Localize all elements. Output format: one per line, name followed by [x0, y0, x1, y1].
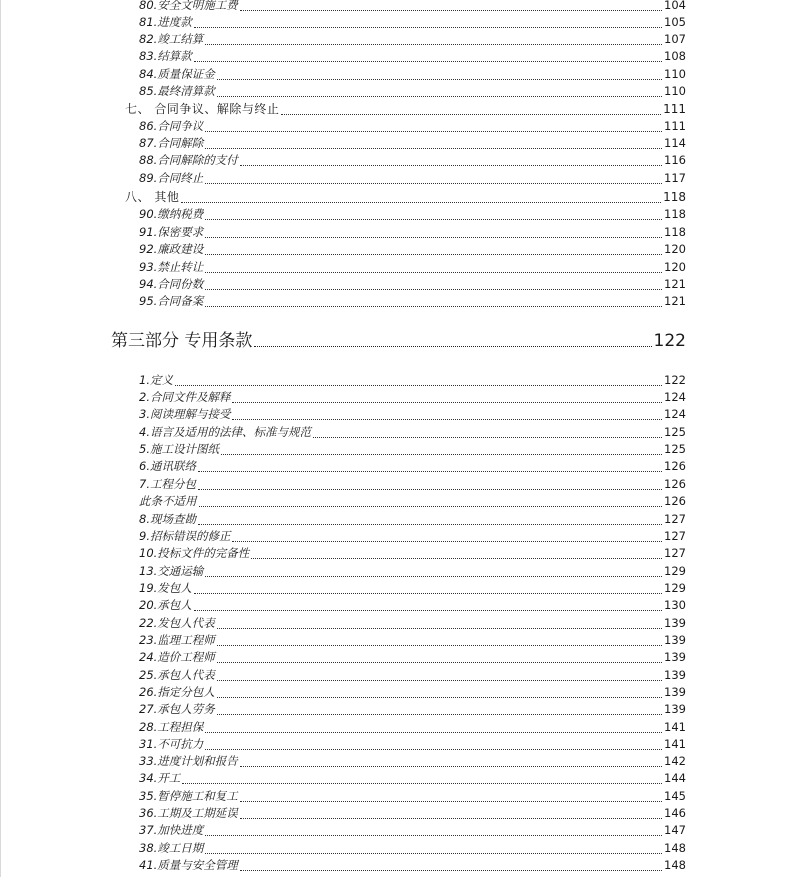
dot-leader [199, 506, 663, 507]
dot-leader [194, 27, 662, 28]
dot-leader [313, 437, 662, 438]
toc-entry[interactable] [139, 389, 686, 406]
dot-leader [205, 219, 662, 220]
toc-entry-label: 82.竣工结算 [139, 32, 204, 46]
toc-entry-label: 3.阅读理解与接受 [139, 407, 231, 421]
dot-leader [205, 289, 662, 290]
toc-entry-label: 34.开工 [139, 771, 181, 785]
toc-entry-page: 120 [664, 260, 686, 274]
toc-entry[interactable] [139, 736, 686, 753]
toc-entry-label: 31.不可抗力 [139, 737, 204, 751]
dot-leader [221, 454, 662, 455]
toc-part-label: 第三部分 专用条款 [111, 331, 253, 351]
toc-entry-label: 26.指定分包人 [139, 685, 215, 699]
toc-entry[interactable] [139, 224, 686, 241]
toc-entry-page: 129 [664, 581, 686, 595]
toc-entry-page: 125 [664, 425, 686, 439]
dot-leader [205, 306, 662, 307]
toc-entry-page: 148 [664, 858, 686, 872]
toc-chapter-page: 118 [663, 190, 686, 204]
toc-entry[interactable] [139, 441, 686, 458]
dot-leader [240, 766, 662, 767]
toc-entry-label: 23.监理工程师 [139, 633, 215, 647]
toc-chapter-label: 八、 其他 [125, 190, 180, 204]
toc-chapter[interactable] [125, 189, 686, 206]
toc-chapter-page: 111 [663, 102, 686, 116]
toc-entry[interactable] [139, 822, 686, 839]
toc-chapter-label: 七、 合同争议、解除与终止 [125, 102, 280, 116]
toc-entry-page: 104 [664, 0, 686, 12]
toc-entry-page: 111 [664, 119, 686, 133]
toc-entry-label: 90.缴纳税费 [139, 207, 204, 221]
toc-entry-label: 35.暂停施工和复工 [139, 789, 238, 803]
dot-leader [254, 346, 651, 347]
toc-entry-label: 24.造价工程师 [139, 650, 215, 664]
dot-leader [198, 471, 662, 472]
dot-leader [217, 662, 662, 663]
toc-entry[interactable] [139, 580, 686, 597]
toc-entry-page: 118 [664, 225, 686, 239]
dot-leader [232, 419, 662, 420]
toc-entry[interactable] [139, 170, 686, 187]
toc-entry[interactable] [139, 0, 686, 14]
toc-entry[interactable] [139, 31, 686, 48]
dot-leader [217, 79, 662, 80]
toc-entry-label: 91.保密要求 [139, 225, 204, 239]
toc-entry[interactable] [139, 753, 686, 770]
toc-entry-page: 142 [664, 754, 686, 768]
toc-entry[interactable] [139, 597, 686, 614]
toc-entry-page: 141 [664, 737, 686, 751]
dot-leader [232, 541, 662, 542]
toc-entry-label: 93.禁止转让 [139, 260, 204, 274]
toc-entry-page: 144 [664, 771, 686, 785]
toc-entry-label: 4.语言及适用的法律、标准与规范 [139, 425, 311, 439]
toc-entry[interactable] [139, 424, 686, 441]
toc-entry[interactable] [139, 667, 686, 684]
toc-entry-page: 139 [664, 702, 686, 716]
dot-leader [205, 254, 662, 255]
toc-entry-label: 10.投标文件的完备性 [139, 546, 250, 560]
toc-entry[interactable] [139, 805, 686, 822]
toc-entry[interactable] [139, 276, 686, 293]
dot-leader [205, 749, 662, 750]
toc-entry-label: 9.招标错误的修正 [139, 529, 231, 543]
page-left-edge [0, 0, 1, 877]
toc-entry-page: 139 [664, 633, 686, 647]
toc-entry[interactable] [139, 406, 686, 423]
dot-leader [198, 489, 662, 490]
toc-entry-label: 33.进度计划和报告 [139, 754, 238, 768]
dot-leader [251, 558, 662, 559]
toc-entry[interactable] [139, 152, 686, 169]
toc-entry-page: 116 [664, 153, 686, 167]
toc-entry[interactable] [139, 372, 686, 389]
dot-leader [194, 610, 662, 611]
toc-entry-page: 124 [664, 407, 686, 421]
toc-entry-label: 28.工程担保 [139, 720, 204, 734]
dot-leader [217, 680, 662, 681]
toc-entry-label: 7.工程分包 [139, 477, 196, 491]
dot-leader [205, 237, 662, 238]
dot-leader [240, 801, 662, 802]
toc-entry-page: 110 [664, 84, 686, 98]
toc-entry-page: 118 [664, 207, 686, 221]
toc-entry[interactable] [139, 14, 686, 31]
toc-entry[interactable] [139, 545, 686, 562]
toc-entry-label: 81.进度款 [139, 15, 192, 29]
toc-entry-page: 127 [664, 529, 686, 543]
dot-leader [205, 835, 662, 836]
toc-entry[interactable] [139, 684, 686, 701]
toc-entry-label: 38.竣工日期 [139, 841, 204, 855]
toc-entry-label: 25.承包人代表 [139, 668, 215, 682]
toc-entry-page: 127 [664, 512, 686, 526]
toc-entry-label: 83.结算款 [139, 49, 192, 63]
dot-leader [198, 524, 662, 525]
dot-leader [217, 96, 662, 97]
toc-entry-page: 108 [664, 49, 686, 63]
dot-leader [217, 645, 662, 646]
dot-leader [240, 165, 662, 166]
dot-leader [217, 697, 662, 698]
dot-leader [232, 402, 662, 403]
toc-entry-label: 87.合同解除 [139, 136, 204, 150]
toc-entry[interactable] [139, 632, 686, 649]
toc-entry-page: 120 [664, 242, 686, 256]
dot-leader [205, 576, 662, 577]
dot-leader [205, 853, 662, 854]
toc-entry-label: 95.合同备案 [139, 294, 204, 308]
toc-entry-label: 19.发包人 [139, 581, 192, 595]
toc-entry-label: 1.定义 [139, 373, 173, 387]
toc-entry[interactable] [139, 770, 686, 787]
toc-entry-page: 114 [664, 136, 686, 150]
toc-entry[interactable] [139, 493, 686, 510]
toc-entry-page: 126 [664, 477, 686, 491]
toc-entry-label: 20.承包人 [139, 598, 192, 612]
toc-entry[interactable] [139, 241, 686, 258]
toc-entry-label: 8.现场查勘 [139, 512, 196, 526]
toc-entry-page: 141 [664, 720, 686, 734]
dot-leader [194, 61, 662, 62]
toc-entry-label: 80.安全文明施工费 [139, 0, 238, 12]
toc-entry-page: 139 [664, 685, 686, 699]
toc-entry[interactable] [139, 135, 686, 152]
toc-part-page: 122 [653, 331, 686, 351]
toc-entry-page: 130 [664, 598, 686, 612]
toc-entry[interactable] [139, 528, 686, 545]
toc-entry[interactable] [139, 840, 686, 857]
toc-entry[interactable] [139, 83, 686, 100]
toc-entry-page: 117 [664, 171, 686, 185]
dot-leader [205, 272, 662, 273]
toc-entry-page: 110 [664, 67, 686, 81]
toc-entry[interactable] [139, 511, 686, 528]
toc-entry[interactable] [139, 701, 686, 718]
toc-entry[interactable] [139, 857, 686, 874]
toc-entry[interactable] [139, 719, 686, 736]
toc-entry[interactable] [139, 615, 686, 632]
toc-entry-page: 125 [664, 442, 686, 456]
toc-entry-label: 85.最终清算款 [139, 84, 215, 98]
dot-leader [205, 44, 662, 45]
toc-entry-label: 22.发包人代表 [139, 616, 215, 630]
toc-entry[interactable] [139, 458, 686, 475]
toc-entry-page: 139 [664, 650, 686, 664]
toc-entry-page: 147 [664, 823, 686, 837]
toc-chapter[interactable] [125, 101, 686, 118]
dot-leader [240, 818, 662, 819]
toc-entry-label: 36.工期及工期延误 [139, 806, 238, 820]
toc-entry-label: 5.施工设计图纸 [139, 442, 219, 456]
toc-entry-label: 41.质量与安全管理 [139, 858, 238, 872]
toc-entry[interactable] [139, 476, 686, 493]
toc-part-heading[interactable] [111, 329, 686, 353]
toc-entry-label: 37.加快进度 [139, 823, 204, 837]
toc-entry-page: 145 [664, 789, 686, 803]
toc-entry-label: 2.合同文件及解释 [139, 390, 231, 404]
toc-entry-label: 86.合同争议 [139, 119, 204, 133]
dot-leader [205, 732, 662, 733]
toc-entry-page: 121 [664, 294, 686, 308]
toc-entry[interactable] [139, 649, 686, 666]
toc-entry-label: 13.交通运输 [139, 564, 204, 578]
toc-entry-page: 121 [664, 277, 686, 291]
toc-entry-page: 139 [664, 668, 686, 682]
toc-entry-page: 146 [664, 806, 686, 820]
dot-leader [281, 114, 661, 115]
toc-entry-label: 27.承包人劳务 [139, 702, 215, 716]
toc-entry-label: 6.通讯联络 [139, 459, 196, 473]
dot-leader [217, 714, 662, 715]
toc-entry-page: 127 [664, 546, 686, 560]
dot-leader [205, 148, 662, 149]
toc-entry-page: 148 [664, 841, 686, 855]
toc-entry-page: 139 [664, 616, 686, 630]
toc-entry[interactable] [139, 48, 686, 65]
dot-leader [240, 870, 662, 871]
toc-entry-page: 107 [664, 32, 686, 46]
toc-entry[interactable] [139, 563, 686, 580]
toc-entry-page: 126 [664, 459, 686, 473]
toc-entry[interactable] [139, 206, 686, 223]
toc-entry[interactable] [139, 66, 686, 83]
toc-entry-label: 此条不适用 [139, 494, 197, 508]
toc-entry-page: 105 [664, 15, 686, 29]
toc-entry[interactable] [139, 788, 686, 805]
toc-entry-label: 89.合同终止 [139, 171, 204, 185]
toc-entry[interactable] [139, 293, 686, 310]
toc-entry-label: 88.合同解除的支付 [139, 153, 238, 167]
toc-entry-page: 126 [664, 494, 686, 508]
dot-leader [181, 202, 661, 203]
dot-leader [240, 10, 662, 11]
dot-leader [217, 628, 662, 629]
toc-entry[interactable] [139, 118, 686, 135]
toc-entry-label: 94.合同份数 [139, 277, 204, 291]
dot-leader [205, 131, 662, 132]
dot-leader [205, 183, 662, 184]
toc-entry[interactable] [139, 259, 686, 276]
dot-leader [182, 783, 662, 784]
toc-entry-label: 92.廉政建设 [139, 242, 204, 256]
toc-entry-page: 122 [664, 373, 686, 387]
toc-entry-page: 124 [664, 390, 686, 404]
dot-leader [175, 385, 662, 386]
toc-entry-page: 129 [664, 564, 686, 578]
toc-entry-label: 84.质量保证金 [139, 67, 215, 81]
dot-leader [194, 593, 662, 594]
